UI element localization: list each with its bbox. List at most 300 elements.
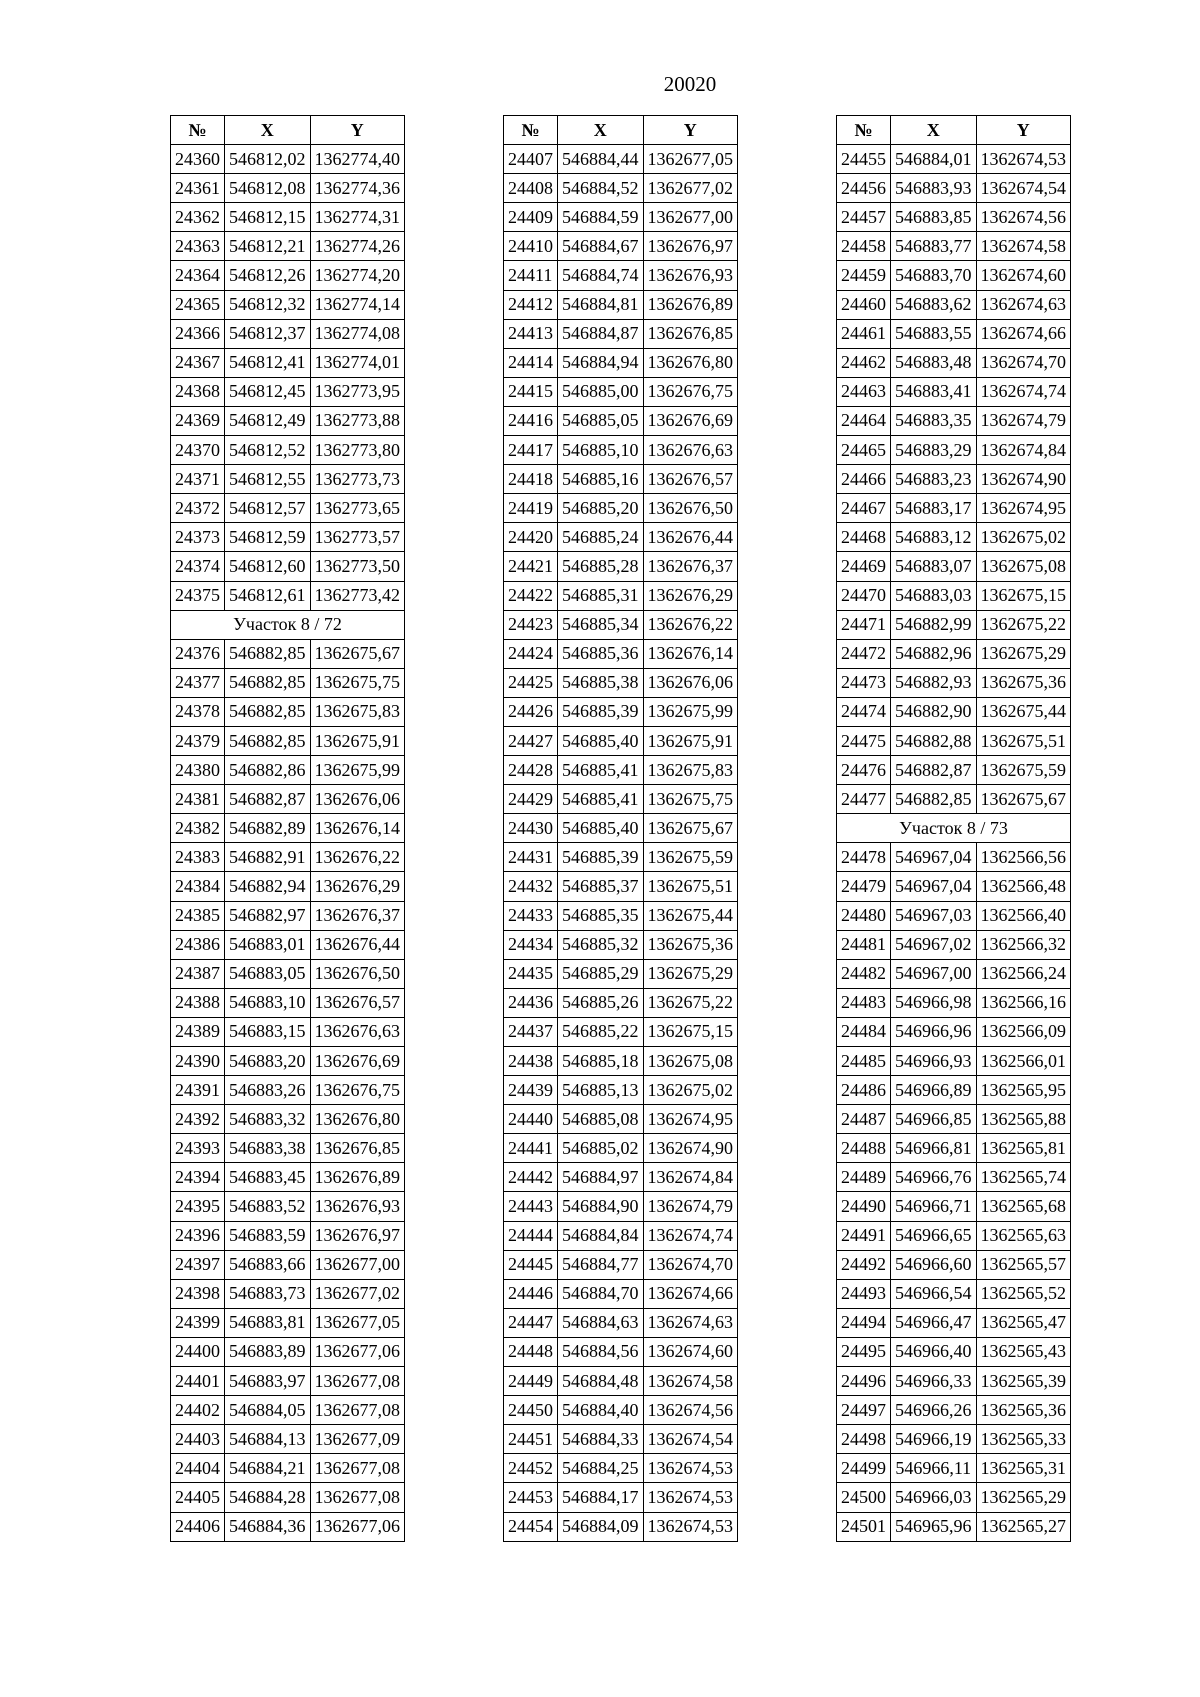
point-number-cell: 24418 [504,465,558,494]
y-coordinate-cell: 1362774,26 [310,232,405,261]
y-coordinate-cell: 1362675,22 [976,610,1071,639]
y-coordinate-cell: 1362675,51 [643,872,738,901]
point-number-cell: 24380 [171,756,225,785]
x-coordinate-cell: 546883,97 [225,1367,311,1396]
y-coordinate-cell: 1362675,02 [643,1076,738,1105]
point-number-cell: 24365 [171,290,225,319]
x-coordinate-cell: 546966,89 [891,1076,977,1105]
point-number-cell: 24376 [171,639,225,668]
point-number-cell: 24459 [837,261,891,290]
point-number-cell: 24435 [504,959,558,988]
y-coordinate-cell: 1362674,90 [976,465,1071,494]
x-coordinate-cell: 546882,99 [891,610,977,639]
y-coordinate-cell: 1362674,84 [976,436,1071,465]
y-coordinate-cell: 1362674,56 [643,1396,738,1425]
x-coordinate-cell: 546966,65 [891,1221,977,1250]
x-coordinate-cell: 546884,44 [558,145,644,174]
point-number-cell: 24490 [837,1192,891,1221]
point-number-cell: 24432 [504,872,558,901]
table-row [504,1047,738,1076]
y-coordinate-cell: 1362676,75 [643,377,738,406]
table-row [837,552,1071,581]
y-coordinate-cell: 1362675,29 [643,959,738,988]
table-row [171,756,405,785]
table-row [171,1512,405,1541]
header-number: № [504,116,558,145]
y-coordinate-cell: 1362773,50 [310,552,405,581]
point-number-cell: 24478 [837,843,891,872]
table-row [504,1425,738,1454]
x-coordinate-cell: 546885,40 [558,726,644,755]
table-row [837,988,1071,1017]
y-coordinate-cell: 1362674,79 [976,406,1071,435]
y-coordinate-cell: 1362674,63 [643,1308,738,1337]
y-coordinate-cell: 1362674,54 [976,174,1071,203]
y-coordinate-cell: 1362675,51 [976,726,1071,755]
x-coordinate-cell: 546882,96 [891,639,977,668]
x-coordinate-cell: 546966,71 [891,1192,977,1221]
x-coordinate-cell: 546883,70 [891,261,977,290]
point-number-cell: 24398 [171,1279,225,1308]
y-coordinate-cell: 1362674,53 [976,145,1071,174]
point-number-cell: 24390 [171,1047,225,1076]
x-coordinate-cell: 546885,41 [558,756,644,785]
table-row [837,348,1071,377]
point-number-cell: 24371 [171,465,225,494]
y-coordinate-cell: 1362676,44 [643,523,738,552]
y-coordinate-cell: 1362565,81 [976,1134,1071,1163]
y-coordinate-cell: 1362565,95 [976,1076,1071,1105]
table-row [837,465,1071,494]
point-number-cell: 24361 [171,174,225,203]
table-row [837,1396,1071,1425]
y-coordinate-cell: 1362676,69 [310,1047,405,1076]
table-row [504,261,738,290]
x-coordinate-cell: 546967,04 [891,872,977,901]
x-coordinate-cell: 546885,24 [558,523,644,552]
y-coordinate-cell: 1362774,40 [310,145,405,174]
point-number-cell: 24362 [171,203,225,232]
x-coordinate-cell: 546965,96 [891,1512,977,1541]
x-coordinate-cell: 546885,39 [558,697,644,726]
x-coordinate-cell: 546966,81 [891,1134,977,1163]
table-row [837,1076,1071,1105]
y-coordinate-cell: 1362674,58 [643,1367,738,1396]
point-number-cell: 24375 [171,581,225,610]
table-row [504,814,738,843]
x-coordinate-cell: 546885,00 [558,377,644,406]
x-coordinate-cell: 546883,38 [225,1134,311,1163]
y-coordinate-cell: 1362675,75 [310,668,405,697]
x-coordinate-cell: 546884,94 [558,348,644,377]
table-row [837,843,1071,872]
y-coordinate-cell: 1362674,60 [976,261,1071,290]
table-row [837,1047,1071,1076]
x-coordinate-cell: 546883,66 [225,1250,311,1279]
x-coordinate-cell: 546812,15 [225,203,311,232]
point-number-cell: 24487 [837,1105,891,1134]
table-row [837,901,1071,930]
point-number-cell: 24482 [837,959,891,988]
y-coordinate-cell: 1362773,88 [310,406,405,435]
table-row [171,290,405,319]
point-number-cell: 24374 [171,552,225,581]
y-coordinate-cell: 1362566,24 [976,959,1071,988]
y-coordinate-cell: 1362675,08 [976,552,1071,581]
point-number-cell: 24458 [837,232,891,261]
x-coordinate-cell: 546883,35 [891,406,977,435]
y-coordinate-cell: 1362676,50 [310,959,405,988]
x-coordinate-cell: 546882,97 [225,901,311,930]
x-coordinate-cell: 546885,26 [558,988,644,1017]
header-x: X [225,116,311,145]
x-coordinate-cell: 546884,97 [558,1163,644,1192]
table-row [171,785,405,814]
table-row [504,726,738,755]
table-row [171,1308,405,1337]
table-row [837,494,1071,523]
table-row [171,1454,405,1483]
y-coordinate-cell: 1362676,57 [643,465,738,494]
y-coordinate-cell: 1362565,43 [976,1337,1071,1366]
x-coordinate-cell: 546966,85 [891,1105,977,1134]
x-coordinate-cell: 546885,22 [558,1017,644,1046]
x-coordinate-cell: 546883,55 [891,319,977,348]
x-coordinate-cell: 546884,90 [558,1192,644,1221]
x-coordinate-cell: 546885,10 [558,436,644,465]
table-row [504,174,738,203]
y-coordinate-cell: 1362674,66 [643,1279,738,1308]
x-coordinate-cell: 546882,87 [225,785,311,814]
table-row [504,348,738,377]
x-coordinate-cell: 546883,26 [225,1076,311,1105]
x-coordinate-cell: 546884,01 [891,145,977,174]
x-coordinate-cell: 546884,36 [225,1512,311,1541]
x-coordinate-cell: 546883,10 [225,988,311,1017]
y-coordinate-cell: 1362674,95 [976,494,1071,523]
x-coordinate-cell: 546812,55 [225,465,311,494]
y-coordinate-cell: 1362675,75 [643,785,738,814]
point-number-cell: 24445 [504,1250,558,1279]
point-number-cell: 24493 [837,1279,891,1308]
table-row [837,1250,1071,1279]
y-coordinate-cell: 1362676,37 [643,552,738,581]
table-row [837,203,1071,232]
table-row [504,319,738,348]
y-coordinate-cell: 1362774,36 [310,174,405,203]
table-row [837,1512,1071,1541]
table-row [171,1163,405,1192]
table-row [837,290,1071,319]
table-row [837,639,1071,668]
x-coordinate-cell: 546885,29 [558,959,644,988]
y-coordinate-cell: 1362773,65 [310,494,405,523]
point-number-cell: 24427 [504,726,558,755]
table-row [504,959,738,988]
point-number-cell: 24388 [171,988,225,1017]
table-row [504,494,738,523]
table-row [837,930,1071,959]
y-coordinate-cell: 1362674,70 [643,1250,738,1279]
y-coordinate-cell: 1362565,31 [976,1454,1071,1483]
table-row [504,610,738,639]
table-row [837,756,1071,785]
y-coordinate-cell: 1362674,70 [976,348,1071,377]
y-coordinate-cell: 1362677,02 [310,1279,405,1308]
x-coordinate-cell: 546884,63 [558,1308,644,1337]
x-coordinate-cell: 546884,28 [225,1483,311,1512]
x-coordinate-cell: 546885,40 [558,814,644,843]
x-coordinate-cell: 546883,41 [891,377,977,406]
table-row [171,988,405,1017]
table-row [504,872,738,901]
table-row [837,1221,1071,1250]
point-number-cell: 24426 [504,697,558,726]
x-coordinate-cell: 546885,16 [558,465,644,494]
point-number-cell: 24396 [171,1221,225,1250]
table-row [504,1483,738,1512]
y-coordinate-cell: 1362676,75 [310,1076,405,1105]
y-coordinate-cell: 1362774,14 [310,290,405,319]
table-row [171,261,405,290]
y-coordinate-cell: 1362565,36 [976,1396,1071,1425]
table-row [837,319,1071,348]
point-number-cell: 24448 [504,1337,558,1366]
point-number-cell: 24481 [837,930,891,959]
table-row [837,1308,1071,1337]
table-row [171,814,405,843]
table-row [171,1192,405,1221]
table-row [837,610,1071,639]
y-coordinate-cell: 1362676,57 [310,988,405,1017]
point-number-cell: 24460 [837,290,891,319]
point-number-cell: 24467 [837,494,891,523]
point-number-cell: 24386 [171,930,225,959]
y-coordinate-cell: 1362565,39 [976,1367,1071,1396]
table-row [171,348,405,377]
table-row [504,1396,738,1425]
x-coordinate-cell: 546885,34 [558,610,644,639]
table-row [504,203,738,232]
table-row [171,1396,405,1425]
y-coordinate-cell: 1362565,63 [976,1221,1071,1250]
x-coordinate-cell: 546812,26 [225,261,311,290]
table-row [504,1163,738,1192]
table-row [504,1134,738,1163]
table-row [837,406,1071,435]
point-number-cell: 24408 [504,174,558,203]
point-number-cell: 24404 [171,1454,225,1483]
table-row [504,1279,738,1308]
table-row [171,1076,405,1105]
table-row [504,1454,738,1483]
y-coordinate-cell: 1362676,93 [310,1192,405,1221]
table-row [504,785,738,814]
y-coordinate-cell: 1362676,89 [310,1163,405,1192]
table-row [504,465,738,494]
table-row [171,203,405,232]
table-row [837,1017,1071,1046]
point-number-cell: 24421 [504,552,558,581]
table-row [504,988,738,1017]
table-row [171,1134,405,1163]
x-coordinate-cell: 546884,87 [558,319,644,348]
point-number-cell: 24494 [837,1308,891,1337]
point-number-cell: 24470 [837,581,891,610]
point-number-cell: 24461 [837,319,891,348]
y-coordinate-cell: 1362677,05 [643,145,738,174]
y-coordinate-cell: 1362675,08 [643,1047,738,1076]
point-number-cell: 24465 [837,436,891,465]
table-row [504,232,738,261]
y-coordinate-cell: 1362675,67 [643,814,738,843]
y-coordinate-cell: 1362675,22 [643,988,738,1017]
point-number-cell: 24473 [837,668,891,697]
point-number-cell: 24403 [171,1425,225,1454]
x-coordinate-cell: 546884,70 [558,1279,644,1308]
point-number-cell: 24364 [171,261,225,290]
table-row [837,145,1071,174]
table-row [171,1337,405,1366]
y-coordinate-cell: 1362674,53 [643,1512,738,1541]
x-coordinate-cell: 546884,59 [558,203,644,232]
y-coordinate-cell: 1362676,80 [643,348,738,377]
x-coordinate-cell: 546884,13 [225,1425,311,1454]
y-coordinate-cell: 1362774,01 [310,348,405,377]
y-coordinate-cell: 1362565,57 [976,1250,1071,1279]
x-coordinate-cell: 546883,01 [225,930,311,959]
table-row [504,1308,738,1337]
x-coordinate-cell: 546966,60 [891,1250,977,1279]
table-row [504,1367,738,1396]
table-row [504,1105,738,1134]
y-coordinate-cell: 1362676,22 [643,610,738,639]
x-coordinate-cell: 546884,17 [558,1483,644,1512]
y-coordinate-cell: 1362674,56 [976,203,1071,232]
y-coordinate-cell: 1362676,37 [310,901,405,930]
x-coordinate-cell: 546884,25 [558,1454,644,1483]
point-number-cell: 24392 [171,1105,225,1134]
y-coordinate-cell: 1362565,27 [976,1512,1071,1541]
y-coordinate-cell: 1362565,29 [976,1483,1071,1512]
table-row [504,436,738,465]
point-number-cell: 24469 [837,552,891,581]
point-number-cell: 24440 [504,1105,558,1134]
point-number-cell: 24441 [504,1134,558,1163]
point-number-cell: 24389 [171,1017,225,1046]
x-coordinate-cell: 546812,57 [225,494,311,523]
point-number-cell: 24499 [837,1454,891,1483]
point-number-cell: 24489 [837,1163,891,1192]
x-coordinate-cell: 546884,40 [558,1396,644,1425]
point-number-cell: 24431 [504,843,558,872]
x-coordinate-cell: 546883,81 [225,1308,311,1337]
x-coordinate-cell: 546884,67 [558,232,644,261]
y-coordinate-cell: 1362674,66 [976,319,1071,348]
x-coordinate-cell: 546883,12 [891,523,977,552]
point-number-cell: 24439 [504,1076,558,1105]
x-coordinate-cell: 546882,94 [225,872,311,901]
point-number-cell: 24414 [504,348,558,377]
table-row [171,174,405,203]
x-coordinate-cell: 546966,33 [891,1367,977,1396]
point-number-cell: 24372 [171,494,225,523]
y-coordinate-cell: 1362774,08 [310,319,405,348]
y-coordinate-cell: 1362676,06 [643,668,738,697]
y-coordinate-cell: 1362675,67 [310,639,405,668]
table-row [504,639,738,668]
y-coordinate-cell: 1362674,74 [976,377,1071,406]
table-row [171,668,405,697]
point-number-cell: 24394 [171,1163,225,1192]
y-coordinate-cell: 1362677,02 [643,174,738,203]
coordinate-table-3 [836,115,1071,1542]
x-coordinate-cell: 546812,21 [225,232,311,261]
point-number-cell: 24409 [504,203,558,232]
point-number-cell: 24437 [504,1017,558,1046]
point-number-cell: 24433 [504,901,558,930]
point-number-cell: 24402 [171,1396,225,1425]
y-coordinate-cell: 1362676,63 [310,1017,405,1046]
x-coordinate-cell: 546966,40 [891,1337,977,1366]
y-coordinate-cell: 1362675,29 [976,639,1071,668]
x-coordinate-cell: 546882,87 [891,756,977,785]
y-coordinate-cell: 1362675,59 [976,756,1071,785]
table-row [837,261,1071,290]
x-coordinate-cell: 546883,29 [891,436,977,465]
x-coordinate-cell: 546966,93 [891,1047,977,1076]
y-coordinate-cell: 1362676,29 [643,581,738,610]
point-number-cell: 24454 [504,1512,558,1541]
y-coordinate-cell: 1362677,06 [310,1337,405,1366]
y-coordinate-cell: 1362566,56 [976,843,1071,872]
table-row [171,1483,405,1512]
coordinate-table-1 [170,115,405,1542]
x-coordinate-cell: 546885,13 [558,1076,644,1105]
x-coordinate-cell: 546885,41 [558,785,644,814]
point-number-cell: 24485 [837,1047,891,1076]
point-number-cell: 24422 [504,581,558,610]
point-number-cell: 24492 [837,1250,891,1279]
point-number-cell: 24471 [837,610,891,639]
x-coordinate-cell: 546966,96 [891,1017,977,1046]
y-coordinate-cell: 1362565,88 [976,1105,1071,1134]
point-number-cell: 24424 [504,639,558,668]
x-coordinate-cell: 546885,38 [558,668,644,697]
point-number-cell: 24401 [171,1367,225,1396]
point-number-cell: 24438 [504,1047,558,1076]
x-coordinate-cell: 546883,17 [891,494,977,523]
x-coordinate-cell: 546883,23 [891,465,977,494]
point-number-cell: 24477 [837,785,891,814]
table-row [837,1367,1071,1396]
y-coordinate-cell: 1362677,08 [310,1483,405,1512]
point-number-cell: 24491 [837,1221,891,1250]
table-row [171,901,405,930]
table-row [171,1221,405,1250]
point-number-cell: 24446 [504,1279,558,1308]
point-number-cell: 24447 [504,1308,558,1337]
table-row [504,377,738,406]
table-row [171,1105,405,1134]
x-coordinate-cell: 546966,76 [891,1163,977,1192]
x-coordinate-cell: 546885,37 [558,872,644,901]
x-coordinate-cell: 546882,89 [225,814,311,843]
point-number-cell: 24397 [171,1250,225,1279]
y-coordinate-cell: 1362676,14 [643,639,738,668]
y-coordinate-cell: 1362675,91 [310,726,405,755]
point-number-cell: 24363 [171,232,225,261]
